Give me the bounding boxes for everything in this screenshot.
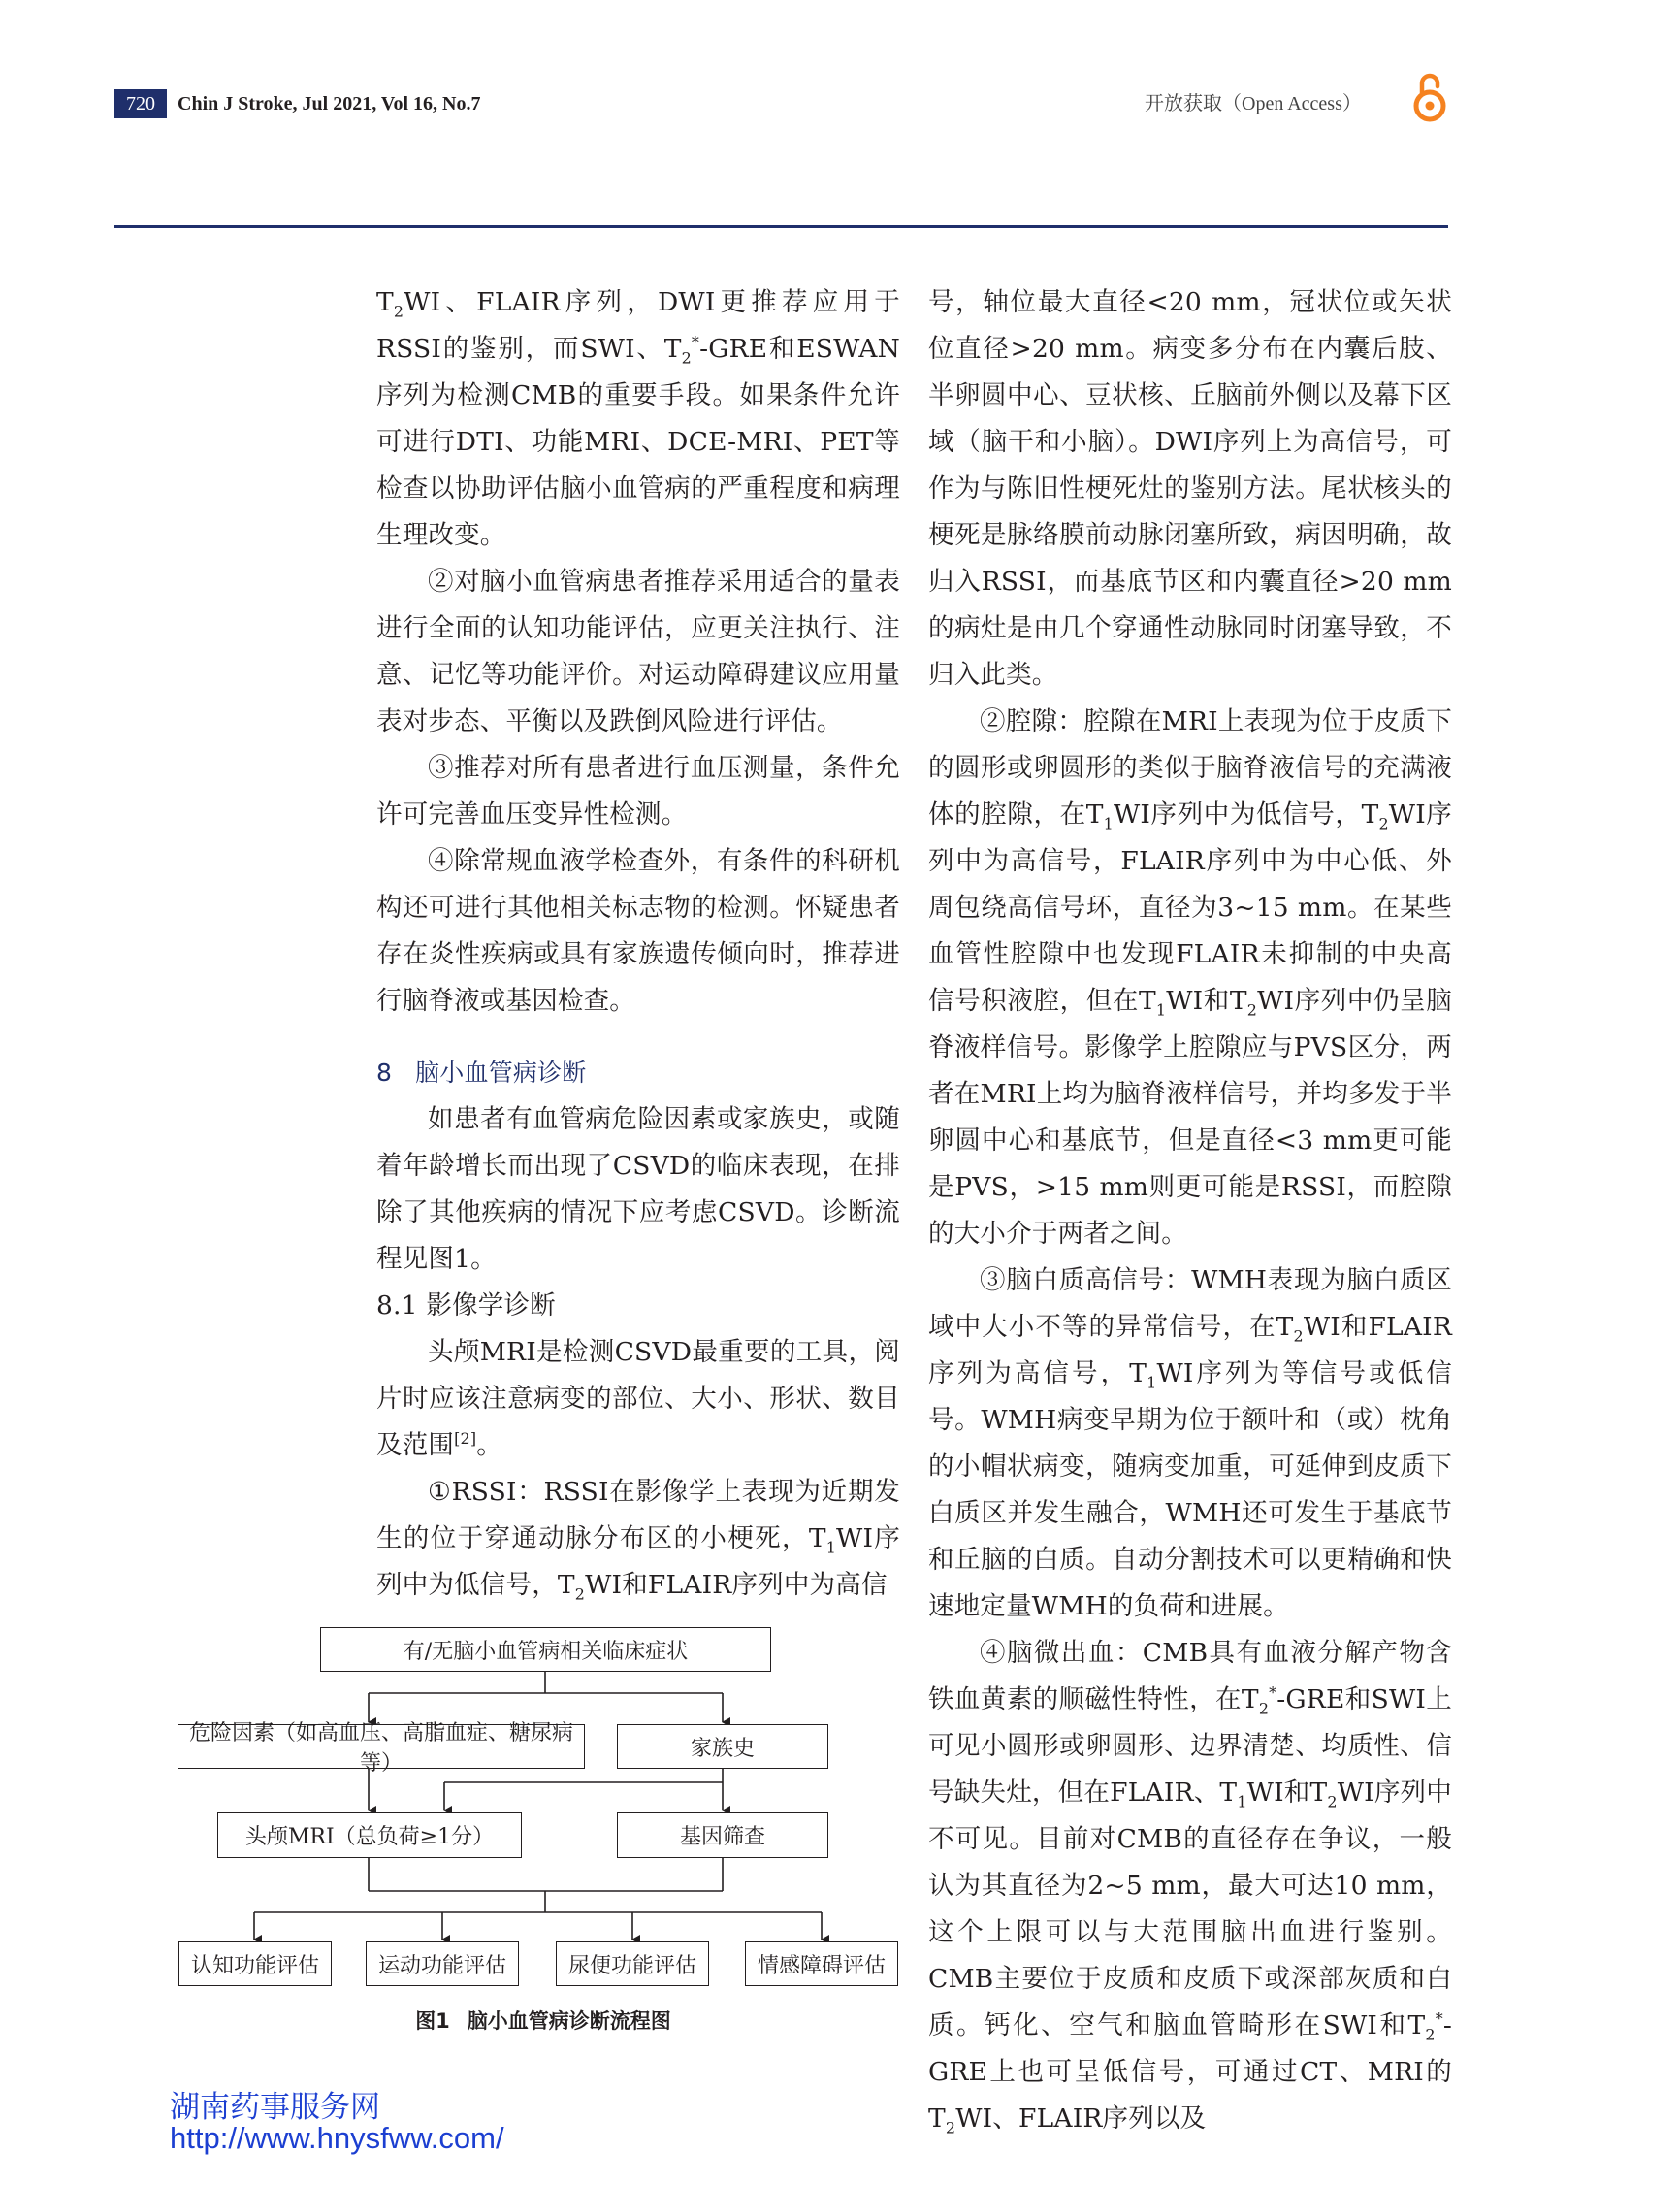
paragraph: 头颅MRI是检测CSVD最重要的工具，阅片时应该注意病变的部位、大小、形状、数目及范围[2]。 <box>376 1337 900 1460</box>
paragraph: ③脑白质高信号：WMH表现为脑白质区域中大小不等的异常信号，在$T_2WI$和FLAIR序列为高信号，$T_1WI$序列为等信号或低信号。WMH病变早期为位于额叶和（或）枕角的小帽状病变，随病变加重，可延伸到皮质下白质区并发生融合，WMH还可发生于基底节和丘脑的白质。自动分割技术可以更精确和快速地定量WMH的负荷和进展。 <box>928 1265 1452 1621</box>
section-heading: 8 脑小血管病诊断 <box>376 1059 587 1087</box>
citation-ref[interactable]: [2] <box>454 1429 477 1449</box>
paragraph: ②对脑小血管病患者推荐采用适合的量表进行全面的认知功能评估，应更关注执行、注意、记忆等功能评价。对运动障碍建议应用量表对步态、平衡以及跌倒风险进行评估。 <box>376 567 900 736</box>
paragraph: ③推荐对所有患者进行血压测量，条件允许可完善血压变异性检测。 <box>376 753 900 830</box>
flow-box-emotion: 情感障碍评估 <box>745 1941 898 1986</box>
flow-box-urinary: 尿便功能评估 <box>556 1941 709 1986</box>
open-access-label: 开放获取（Open Access） <box>1145 93 1362 114</box>
right-column <box>928 279 1452 2142</box>
paragraph: ②腔隙：腔隙在MRI上表现为位于皮质下的圆形或卵圆形的类似于脑脊液信号的充满液体的腔隙，在$T_1WI$序列中为低信号，$T_2WI$序列中为高信号，FLAIR序列中为中心低、外周包绕高信号环，直径为3~15 mm。在某些血管性腔隙中也发现FLAIR未抑制的中央高信号积液腔，但在$T_1WI$和$T_2WI$序列中仍呈脑脊液样信号。影像学上腔隙应与PVS区分，两者在MRI上均为脑脊液样信号，并均多发于半卵圆中心和基底节，但是直径<3 mm更可能是PVS，>15 mm则更可能是RSSI，而腔隙的大小介于两者之间。 <box>928 706 1453 1249</box>
paragraph: ④除常规血液学检查外，有条件的科研机构还可进行其他相关标志物的检测。怀疑患者存在炎性疾病或具有家族遗传倾向时，推荐进行脑脊液或基因检查。 <box>376 846 900 1016</box>
flow-box-family-history: 家族史 <box>617 1724 828 1769</box>
figure-caption: 图1 脑小血管病诊断流程图 <box>415 2009 671 2033</box>
watermark-site-name: 湖南药事服务网 <box>170 2090 380 2125</box>
paragraph: 号，轴位最大直径<20 mm，冠状位或矢状位直径>20 mm。病变多分布在内囊后肢、半卵圆中心、豆状核、丘脑前外侧以及幕下区域（脑干和小脑）。DWI序列上为高信号，可作为与陈旧性梗死灶的鉴别方法。尾状核头的梗死是脉络膜前动脉闭塞所致，病因明确，故归入RSSI，而基底节区和内囊直径>20 mm的病灶是由几个穿通性动脉同时闭塞导致，不归入此类。 <box>928 287 1452 690</box>
subsection-heading: 8.1 影像学诊断 <box>376 1290 556 1321</box>
page-number: 720 <box>114 89 167 118</box>
watermark-url[interactable]: http://www.hnysfww.com/ <box>170 2121 504 2155</box>
journal-citation: Chin J Stroke, Jul 2021, Vol 16, No.7 <box>178 93 481 114</box>
paragraph: ①RSSI：RSSI在影像学上表现为近期发生的位于穿通动脉分布区的小梗死，$T_1WI$序列中为低信号，$T_2WI$和FLAIR序列中为高信 <box>376 1477 901 1604</box>
flow-box-motor: 运动功能评估 <box>366 1941 519 1986</box>
paragraph: ④脑微出血：CMB具有血液分解产物含铁血黄素的顺磁性特性，在$T_2^*$-GRE和SWI上可见小圆形或卵圆形、边界清楚、均质性、信号缺失灶，但在FLAIR、$T_1WI$和$T_2WI$序列中不可见。目前对CMB的直径存在争议，一般认为其直径为2~5 mm，最大可达10 mm，这个上限可以与大范围脑出血进行鉴别。CMB主要位于皮质和皮质下或深部灰质和白质。钙化、空气和脑血管畸形在SWI和$T_2^*$-GRE上也可呈低信号，可通过CT、MRI的$T_2WI$、FLAIR序列以及 <box>928 1638 1452 2137</box>
flow-box-risk-factors: 危险因素（如高血压、高脂血症、糖尿病等） <box>178 1724 585 1769</box>
header-rule <box>114 225 1448 228</box>
diagnosis-flowchart <box>175 1625 912 2033</box>
open-access-icon <box>1412 72 1447 122</box>
paragraph: 如患者有血管病危险因素或家族史，或随着年龄增长而出现了CSVD的临床表现，在排除了其他疾病的情况下应考虑CSVD。诊断流程见图1。 <box>376 1104 900 1274</box>
flow-box-head-mri: 头颅MRI（总负荷≥1分） <box>217 1812 522 1858</box>
paragraph: $T_2WI$、FLAIR序列，DWI更推荐应用于RSSI的鉴别，而SWI、$T_2^*$-GRE和ESWAN序列为检测CMB的重要手段。如果条件允许可进行DTI、功能MRI、DCE-MRI、PET等检查以协助评估脑小血管病的严重程度和病理生理改变。 <box>376 287 900 550</box>
flow-box-cognitive: 认知功能评估 <box>178 1941 332 1986</box>
left-column <box>376 279 900 1609</box>
flow-box-gene-screening: 基因筛查 <box>617 1812 828 1858</box>
flow-box-symptoms: 有/无脑小血管病相关临床症状 <box>320 1627 771 1672</box>
